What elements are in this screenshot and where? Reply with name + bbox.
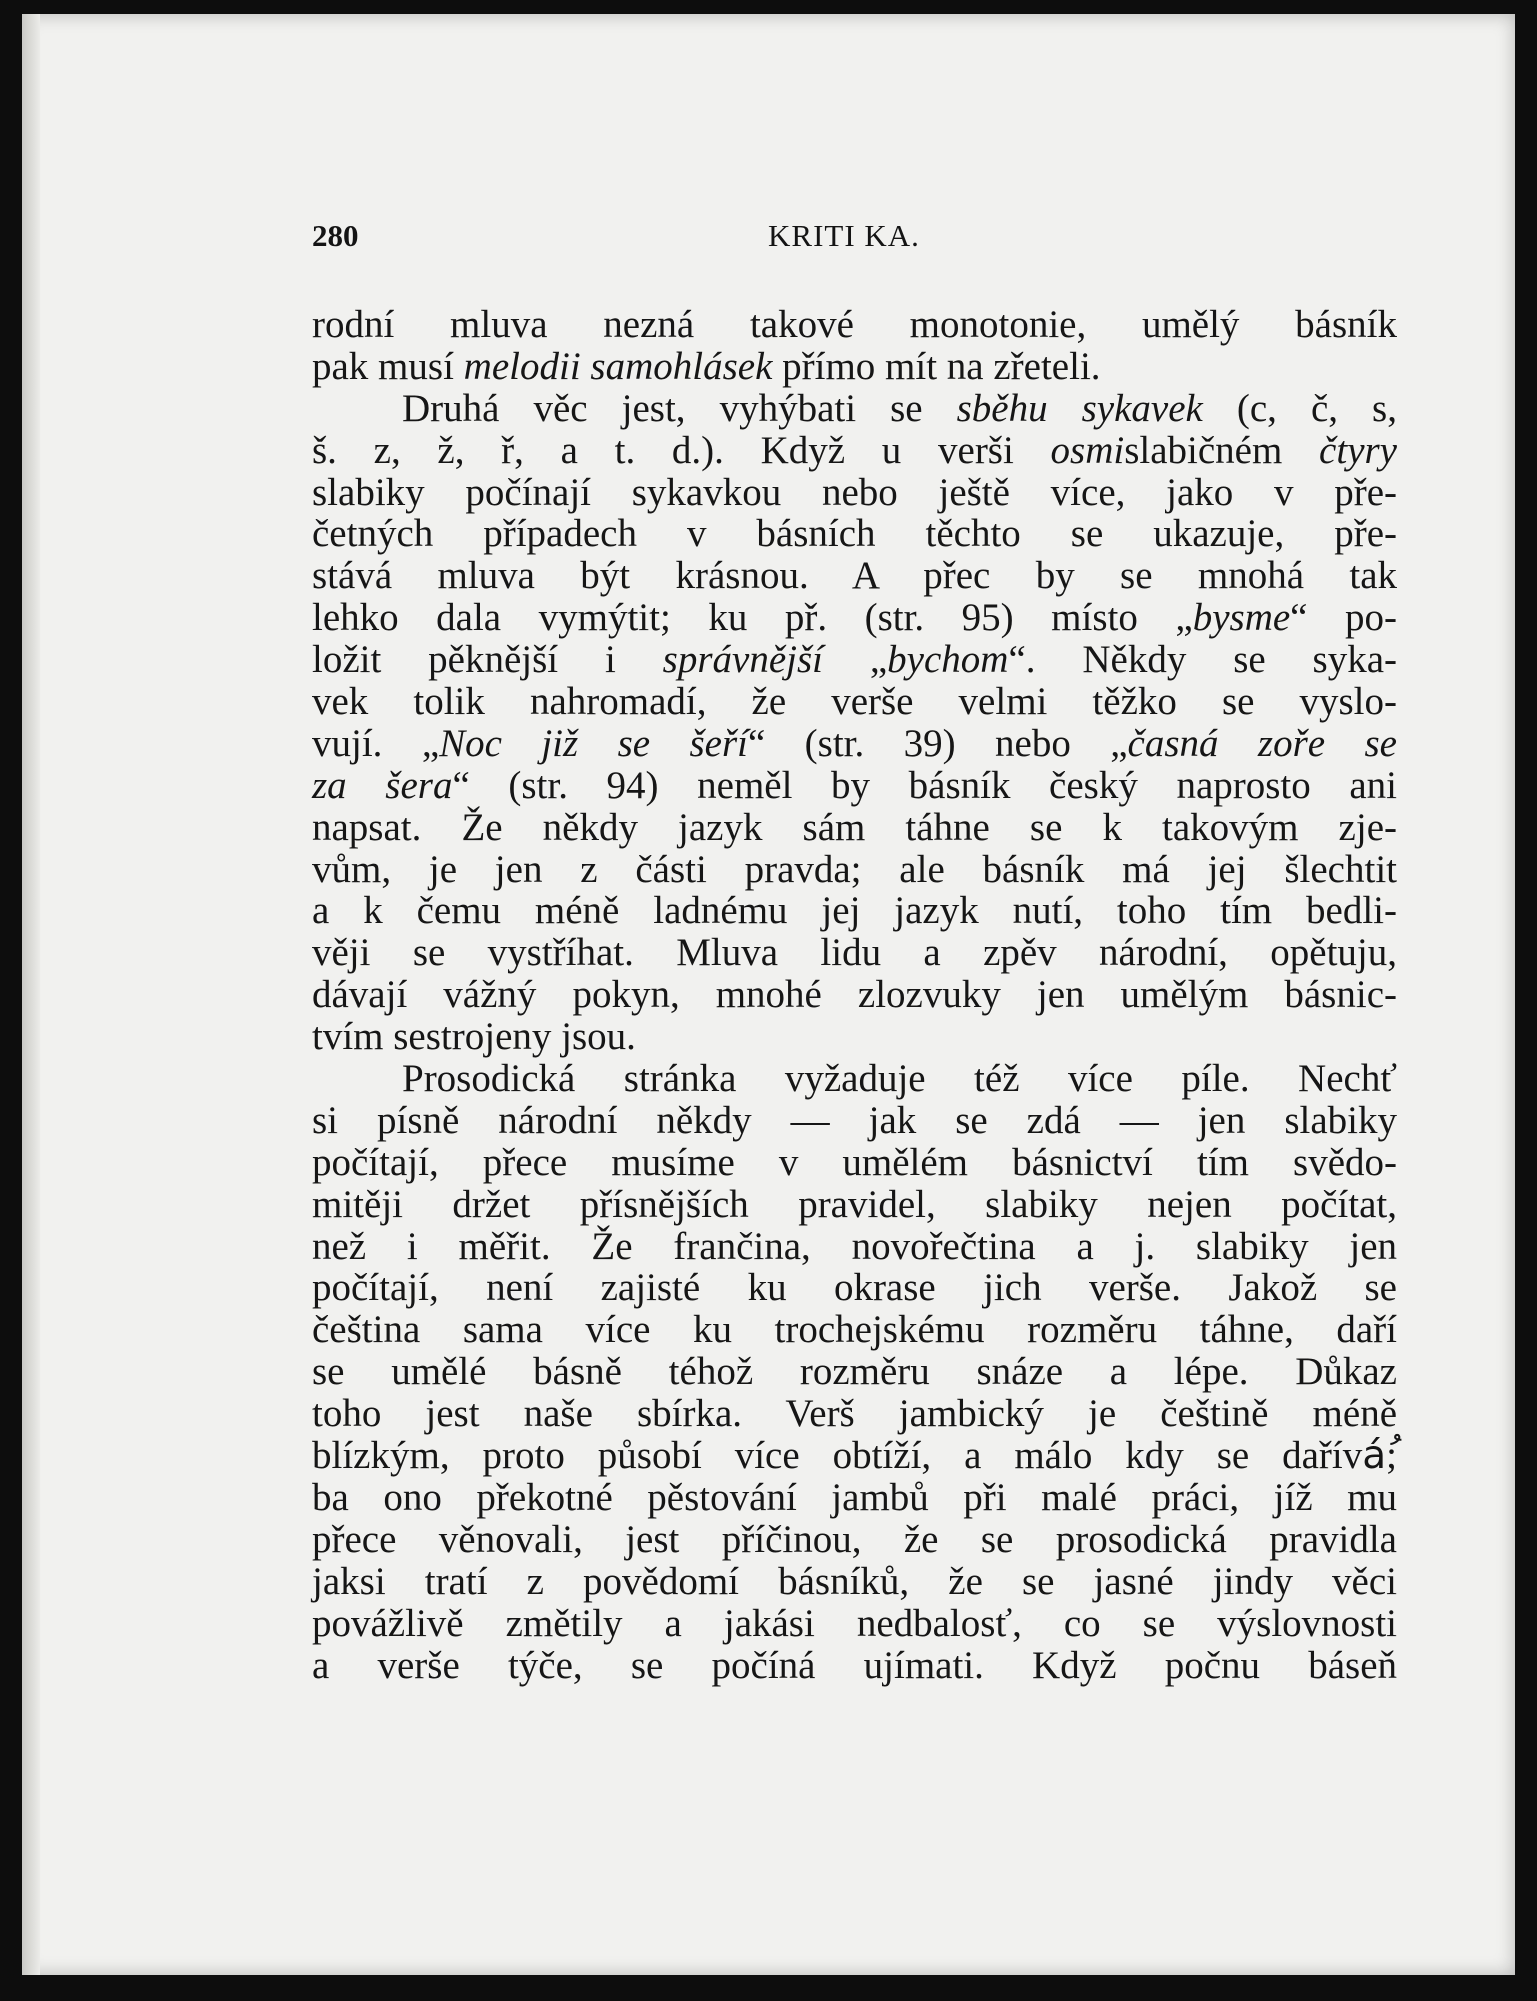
text-line xyxy=(312,1058,1397,1100)
text-line-content xyxy=(312,1434,1397,1477)
text-line-content xyxy=(312,638,1397,681)
emphasized-text: bychom xyxy=(887,638,1009,682)
text-segment: povážlivě změtily a jakási nedbalosť, co se výslovnosti xyxy=(312,1601,1397,1645)
text-line-content xyxy=(312,722,1397,765)
text-segment: čeština sama více ku trochejskému rozměru táhne, daří xyxy=(312,1308,1397,1352)
text-line xyxy=(312,304,1397,346)
text-line xyxy=(312,932,1397,974)
text-segment: vují. „ xyxy=(312,721,440,765)
text-line xyxy=(312,807,1397,849)
text-line xyxy=(312,555,1397,597)
text-segment: “ po- xyxy=(1290,596,1397,640)
emphasized-text: osmi xyxy=(1050,428,1125,472)
text-line-content xyxy=(312,1266,1397,1309)
text-segment: počítají, není zajisté ku okrase jich verše. Jakož se xyxy=(312,1266,1397,1310)
text-segment: “. Někdy se syka- xyxy=(1008,638,1398,682)
text-line xyxy=(312,1477,1397,1519)
text-line-content xyxy=(312,1392,1397,1435)
text-line xyxy=(312,430,1397,472)
text-segment: ba ono překotné pěstování jambů při malé práci, jíž mu xyxy=(312,1475,1397,1519)
text-line xyxy=(312,1435,1397,1477)
text-line xyxy=(312,765,1397,807)
text-segment: vům, je jen z části pravda; ale básník má jej šlechtit xyxy=(312,847,1397,891)
text-line xyxy=(312,1519,1397,1561)
text-segment: slabiky počínají sykavkou nebo ještě více, jako v pře- xyxy=(312,470,1397,514)
text-line-content xyxy=(312,1015,636,1058)
emphasized-text: časná zoře se xyxy=(1127,721,1397,765)
text-line xyxy=(312,1603,1397,1645)
text-line-content xyxy=(312,1602,1397,1645)
text-segment: ložit pěknější i xyxy=(312,638,663,682)
text-segment: Prosodická stránka vyžaduje též více píle. Nechť xyxy=(402,1057,1397,1101)
text-line xyxy=(312,723,1397,765)
emphasized-text: melodii samohlásek xyxy=(463,344,773,388)
text-line-content xyxy=(312,471,1397,514)
text-segment: napsat. Že někdy jazyk sám táhne se k takovým zje- xyxy=(312,805,1397,849)
text-line-content xyxy=(312,848,1397,891)
emphasized-text: sběhu sykavek xyxy=(956,386,1203,430)
text-segment: tvím sestrojeny jsou. xyxy=(312,1015,636,1059)
text-line-content xyxy=(312,1476,1397,1519)
text-segment: “ (str. 39) nebo „ xyxy=(747,721,1128,765)
text-segment: slabičném xyxy=(1124,428,1320,472)
book-page xyxy=(22,14,1515,1975)
text-line-content xyxy=(402,387,1397,430)
text-line xyxy=(312,1645,1397,1687)
text-segment: „ xyxy=(823,638,888,682)
text-line-content xyxy=(312,1141,1397,1184)
text-line xyxy=(312,1184,1397,1226)
page-number: 280 xyxy=(312,218,359,253)
text-segment: stává mluva být krásnou. A přec by se mnohá tak xyxy=(312,554,1397,598)
text-segment: “ (str. 94) neměl by básník český naprosto ani xyxy=(452,763,1398,807)
text-segment: a verše týče, se počíná ujímati. Když počnu báseň xyxy=(312,1643,1397,1687)
text-line-content xyxy=(312,345,1101,388)
text-line-content xyxy=(312,1518,1397,1561)
body-text xyxy=(312,304,1397,1686)
emphasized-text: bysme xyxy=(1192,596,1291,640)
text-line xyxy=(312,388,1397,430)
text-segment: dávají vážný pokyn, mnohé zlozvuky jen umělým básnic- xyxy=(312,973,1397,1017)
text-segment: š. z, ž, ř, a t. d.). Když u verši xyxy=(312,428,1051,472)
text-line-content xyxy=(402,1057,1397,1100)
text-segment: vek tolik nahromadí, že verše velmi těžko se vyslo- xyxy=(312,680,1397,724)
text-segment: (c, č, s, xyxy=(1202,386,1397,430)
text-line-content xyxy=(312,1183,1397,1226)
text-line-content xyxy=(312,889,1397,932)
text-segment: než i měřit. Že frančina, novořečtina a j. slabiky jen xyxy=(312,1224,1397,1268)
text-line xyxy=(312,346,1397,388)
text-line xyxy=(312,1561,1397,1603)
text-segment: přece věnovali, jest příčinou, že se prosodická pravidla xyxy=(312,1517,1397,1561)
text-line-content xyxy=(312,596,1397,639)
text-line-content xyxy=(312,764,1397,807)
text-line xyxy=(312,1100,1397,1142)
text-line-content xyxy=(312,512,1397,555)
text-segment: pak musí xyxy=(312,344,464,388)
text-segment: přímo mít na zřeteli. xyxy=(772,344,1101,388)
text-segment: blízkým, proto působí více obtíží, a málo kdy se daříváُ; xyxy=(312,1434,1397,1478)
text-line-content xyxy=(312,1099,1397,1142)
text-line xyxy=(312,1309,1397,1351)
text-line-content xyxy=(312,303,1397,346)
text-line xyxy=(312,681,1397,723)
page-spine-shadow xyxy=(22,14,40,1975)
text-line xyxy=(312,472,1397,514)
text-line xyxy=(312,1226,1397,1268)
emphasized-text: správnější xyxy=(662,638,823,682)
text-segment: věji se vystříhat. Mluva lidu a zpěv národní, opětuju, xyxy=(312,931,1397,975)
text-line xyxy=(312,1393,1397,1435)
text-line xyxy=(312,1016,1397,1058)
text-line xyxy=(312,849,1397,891)
text-line-content xyxy=(312,1350,1397,1393)
text-segment: počítají, přece musíme v umělém básnictví tím svědo- xyxy=(312,1140,1397,1184)
text-line xyxy=(312,1267,1397,1309)
text-line xyxy=(312,1142,1397,1184)
text-segment: si písně národní někdy — jak se zdá — jen slabiky xyxy=(312,1098,1397,1142)
page-header xyxy=(312,218,1392,258)
text-line-content xyxy=(312,931,1397,974)
text-line-content xyxy=(312,973,1397,1016)
text-line xyxy=(312,513,1397,555)
text-line xyxy=(312,639,1397,681)
text-line-content xyxy=(312,554,1397,597)
text-segment: Druhá věc jest, vyhýbati se xyxy=(402,386,957,430)
text-segment: četných případech v básních těchto se ukazuje, pře- xyxy=(312,512,1397,556)
text-segment: lehko dala vymýtit; ku př. (str. 95) místo „ xyxy=(312,596,1193,640)
text-segment: jaksi tratí z povědomí básníků, že se jasné jindy věci xyxy=(312,1559,1397,1603)
text-line-content xyxy=(312,1644,1397,1687)
text-line xyxy=(312,974,1397,1016)
text-line-content xyxy=(312,429,1397,472)
text-segment: a k čemu méně ladnému jej jazyk nutí, toho tím bedli- xyxy=(312,889,1397,933)
text-line-content xyxy=(312,1560,1397,1603)
text-line xyxy=(312,597,1397,639)
text-segment: mitěji držet přísnějších pravidel, slabiky nejen počítat, xyxy=(312,1182,1397,1226)
text-segment: se umělé básně téhož rozměru snáze a lépe. Důkaz xyxy=(312,1350,1397,1394)
text-line xyxy=(312,890,1397,932)
text-segment: rodní mluva nezná takové monotonie, umělý básník xyxy=(312,303,1397,346)
text-line-content xyxy=(312,680,1397,723)
text-line-content xyxy=(312,1225,1397,1268)
running-title: KRITI KA. xyxy=(768,218,920,253)
text-line-content xyxy=(312,1308,1397,1351)
text-line-content xyxy=(312,806,1397,849)
emphasized-text: Noc již se šeří xyxy=(439,721,748,765)
text-line xyxy=(312,1351,1397,1393)
text-segment: toho jest naše sbírka. Verš jambický je češtině méně xyxy=(312,1392,1397,1436)
emphasized-text: za šera xyxy=(312,763,453,807)
emphasized-text: čtyry xyxy=(1319,428,1397,472)
